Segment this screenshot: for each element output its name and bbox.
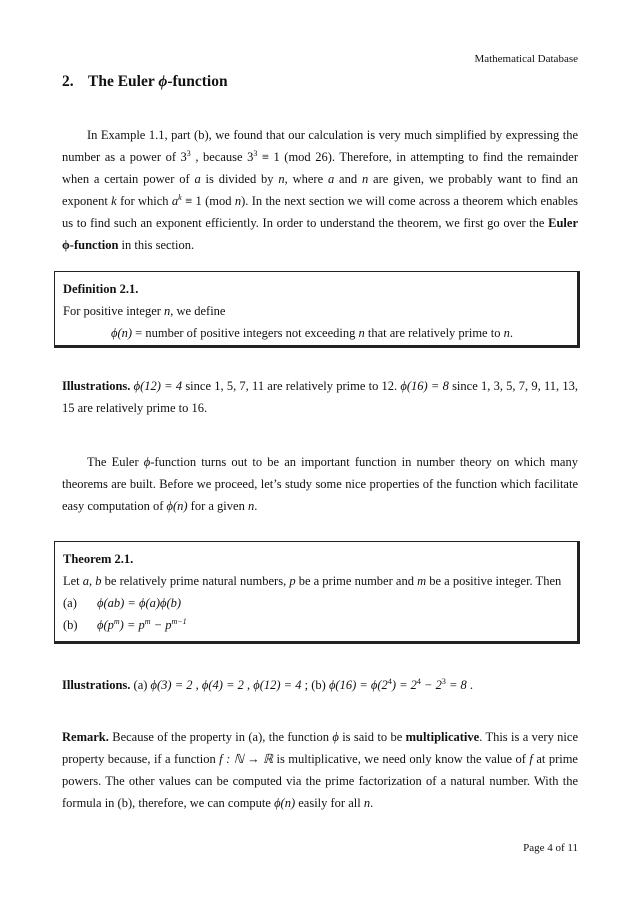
theorem-item-b: (b) $\phi(p^m) = p^m - p^{m-1}$ [63, 617, 187, 632]
theorem-statement: Let a, b be relatively prime natural numbers, p be a prime number and m be a positive integer. Then [63, 574, 562, 588]
section-number: 2. [62, 73, 74, 90]
definition-title: Definition 2.1. [63, 282, 139, 296]
illustrations-2: Illustrations. (a) ϕ(3) = 2 , ϕ(4) = 2 , ϕ(12) = 4 ; (b) $\phi(16) = \phi(2^4) = 2^4 - 2^3 = 8$ . [62, 677, 474, 692]
definition-formula: ϕ(n) = number of positive integers not exceeding n that are relatively prime to n. [111, 326, 513, 340]
euler-paragraph: The Euler ϕ-function turns out to be an important function in number theory on which many theorems are built. Before we proceed, let’s study some nice properties of the function which facilitate easy computation of ϕ(n) for a given n. [62, 455, 578, 513]
remark-paragraph: Remark. Because of the property in (a), the function ϕ is said to be multiplicative. This is a very nice property because, if a function f : ℕ → ℝ is multiplicative, we need only know the value of f at prime powers. The other values can be computed via the prime factorization of a natural number. With the formula in (b), therefore, we can compute ϕ(n) easily for all n. [62, 730, 578, 810]
page-number: Page 4 of 11 [523, 842, 578, 854]
definition-box [54, 271, 580, 348]
section-title: 2. The Euler ϕ-function [62, 73, 228, 90]
theorem-title: Theorem 2.1. [63, 552, 134, 566]
theorem-box [54, 541, 580, 644]
definition-line: For positive integer n, we define [63, 304, 226, 318]
illustrations-1: Illustrations. ϕ(12) = 4 since 1, 5, 7, 11 are relatively prime to 12. ϕ(16) = 8 since 1, 3, 5, 7, 9, 11, 13, 15 are relatively prime to 16. [62, 379, 579, 415]
intro-paragraph: In Example 1.1, part (b), we found that our calculation is very much simplified by expressing the number as a power of $3^3$ , because $3^3 \equiv 1$ (mod 26). Therefore, in attempting to find the remainder when a certain power of a is divided by n, where a and n are given, we probably want to find an exponent k for which $a^k \equiv 1$ (mod n). In the next section we will come across a theorem which enables us to find such an exponent efficiently. In order to understand the theorem, we first go over the Euler ϕ-function in this section. [62, 128, 579, 252]
page-header: Mathematical Database [474, 53, 578, 65]
theorem-item-a: (a) ϕ(ab) = ϕ(a)ϕ(b) [63, 596, 182, 610]
